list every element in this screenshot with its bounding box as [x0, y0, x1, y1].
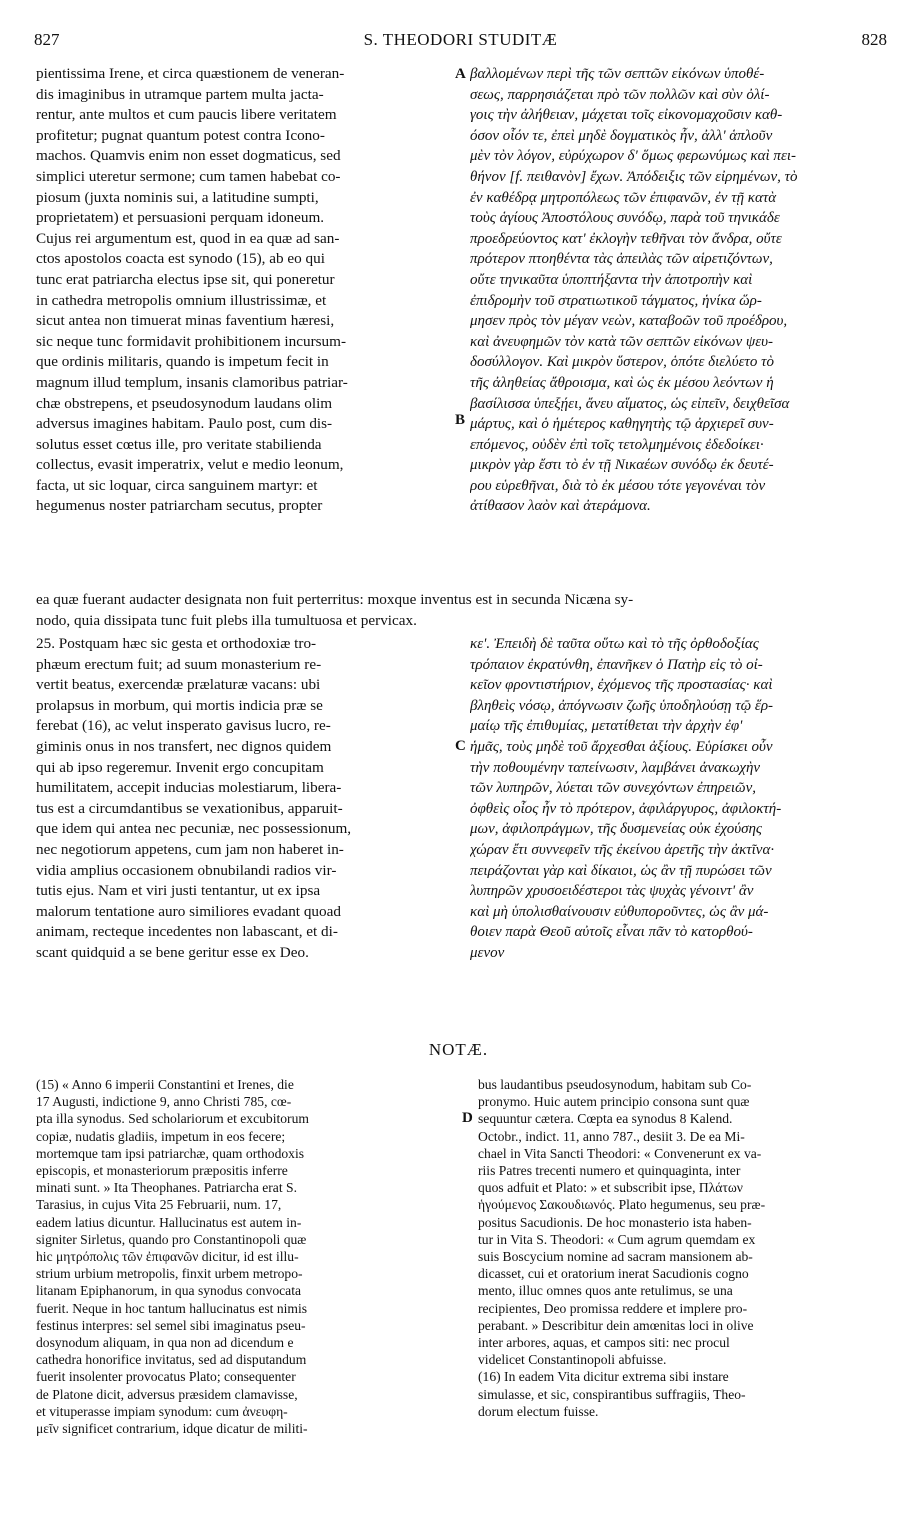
- page-header: [34, 30, 887, 60]
- latin-column-middle: [36, 634, 449, 964]
- latin-text-line: prolapsus in morbum, qui mortis indicia præ se: [36, 696, 323, 714]
- latin-text-line: vidia amplius occasionem obnubilandi radios vir-: [36, 861, 337, 879]
- notes-column-right: [478, 1076, 888, 1420]
- latin-text-line: sicut antea non timuerat minas faventium hæresi,: [36, 312, 335, 330]
- latin-text-line: machos. Quamvis enim non esset dogmaticus, sed: [36, 147, 341, 165]
- latin-text-line: nec negotiorum appetens, cum jam non haberet in-: [36, 840, 344, 858]
- latin-text-line: solutus esset cœtus ille, pro veritate stabilienda: [36, 435, 322, 453]
- full-width-text-line: ea quæ fuerant audacter designata non fuit perterritus: moxque inventus est in secunda Nicæna sy-: [36, 591, 634, 608]
- latin-text-line: in cathedra metropolis omnium illustrissimæ, et: [36, 291, 327, 309]
- latin-text-line: sic neque tunc formidavit prohibitionem incursum-: [36, 332, 347, 350]
- full-width-lines: [36, 590, 882, 631]
- greek-text-line: τὴν ποθουμένην ταπείνωσιν, λαμβάνει ἀνακωχὴν: [470, 759, 761, 776]
- note-text-line: quos adfuit et Plato: » et subscribit ipse, Πλάτων: [478, 1180, 743, 1196]
- greek-text-line: καὶ ἀνευφημῶν τὸν κατὰ τῶν σεπτῶν εἰκόνων ψευ-: [470, 333, 774, 350]
- margin-marker-d: D: [462, 1110, 473, 1126]
- greek-text-line: κε'. Ἐπειδὴ δὲ ταῦτα οὕτω καὶ τὸ τῆς ὀρθοδοξίας: [470, 636, 759, 652]
- note-text-line: minati sunt. » Ita Theophanes. Patriarcha erat S.: [36, 1180, 297, 1196]
- notes-heading: NOTÆ.: [428, 1040, 489, 1059]
- latin-text-line: 25. Postquam hæc sic gesta et orthodoxiæ tro-: [36, 635, 317, 652]
- greek-text-line: γοις τὴν ἀλήθειαν, μάχεται τοῖς εἰκονομαχοῦσιν καθ-: [470, 107, 783, 124]
- greek-text-line: τοὺς ἁγίους Ἀποστόλους συνόδῳ, παρὰ τοῦ τηνικάδε: [470, 210, 780, 227]
- greek-text-line: μενον: [470, 944, 505, 961]
- greek-text-line: οὔτε τηνικαῦτα ὑποπτήξαντα τὴν ἀποτροπὴν καὶ: [470, 271, 753, 288]
- margin-marker-c: C: [455, 738, 466, 754]
- note-text-line: fuerit. Neque in hoc tantum hallucinatus est nimis: [36, 1300, 308, 1316]
- greek-text-line: βληθεὶς νόσῳ, ἀπόγνωσιν ζωῆς ὑποδηλούσῃ τῷ ἕρ-: [470, 697, 774, 714]
- note-text-line: 17 Augusti, indictione 9, anno Christi 785, cœ-: [36, 1094, 292, 1110]
- note-text-line: Tarasius, in cujus Vita 25 Februarii, num. 17,: [36, 1197, 282, 1213]
- note-text-line: cathedra honorifice invitatus, sed ad disputandum: [36, 1352, 307, 1368]
- note-text-line: positus Sacudionis. De hoc monasterio ista haben-: [478, 1214, 752, 1230]
- greek-text-line: καὶ μὴ ὑπολισθαίνουσιν εὐθυποροῦντες, ὡς ἂν μά-: [470, 903, 769, 920]
- greek-text-line: σεως, παρρησιάζεται πρὸ τῶν πολλῶν καὶ σὺν ὀλί-: [470, 86, 770, 103]
- greek-text-line: μικρὸν γὰρ ἔστι τὸ ἐν τῇ Νικαέων συνόδῳ ἐκ δευτέ-: [470, 457, 774, 474]
- latin-text-line: tutis ejus. Nam et viri justi tentantur, ut ex ipsa: [36, 882, 321, 900]
- note-text-line: dosynodum aliquam, in qua non ad dicendum e: [36, 1335, 294, 1351]
- latin-text-line: chæ obstrepens, et pseudosynodum laudans olim: [36, 394, 333, 412]
- latin-text-line: ctos apostolos coacta est synodo (15), ab eo qui: [36, 250, 325, 268]
- note-text-line: pta illa synodus. Sed scholariorum et excubitorum: [36, 1111, 309, 1127]
- greek-text-line: βαλλομένων περὶ τῆς τῶν σεπτῶν εἰκόνων ὑποθέ-: [470, 66, 765, 82]
- note-text-line: suis Boscycium nomine ad sacram mansionem ab-: [478, 1249, 753, 1265]
- note-text-line: signiter Sirletus, quando pro Constantinopoli quæ: [36, 1231, 307, 1247]
- full-width-text-line: nodo, quia dissipata tunc fuit plebs illa tumultuosa et pervicax.: [36, 611, 417, 629]
- greek-text-line: μὲν τὸν λόγον, εὐρύχωρον δ' ὅμως φερωνύμως καὶ πει-: [470, 148, 797, 165]
- note-text-line: videlicet Constantinopoli abfuisse.: [478, 1352, 667, 1368]
- greek-text-line: ἐν καθέδρᾳ μητροπόλεως τῶν ἐπιφανῶν, ἐν τῇ κατὰ: [470, 189, 777, 206]
- greek-text-line: ἡμᾶς, τοὺς μηδὲ τοῦ ἄρχεσθαι ἀξίους. Εὑρίσκει οὖν: [470, 738, 773, 755]
- note-text-line: μεῖν significet contrarium, idque dicatur de militi-: [36, 1421, 308, 1437]
- note-text-line: de Platone dicit, adversus præsidem clamavisse,: [36, 1386, 298, 1402]
- greek-text-line: ρου εὑρεθῆναι, διὰ τὸ ἐκ μέσου τότε γεγονέναι τὸν: [470, 477, 766, 494]
- latin-text-line: profitetur; pugnat quantum potest contra Icono-: [36, 126, 325, 144]
- latin-text-line: malorum tentatione auro similiores evadant quoad: [36, 902, 341, 920]
- note-text-line: litanam Epiphanorum, in qua synodus convocata: [36, 1283, 302, 1299]
- latin-text-line: magnum illud templum, insanis clamoribus patriar-: [36, 373, 348, 391]
- latin-text-line: scant quidquid a se bene geritur esse ex Deo.: [36, 943, 309, 961]
- latin-text-line: pientissima Irene, et circa quæstionem de veneran-: [36, 65, 345, 82]
- greek-text-line: βασίλισσα ὑπεξῄει, ἄνευ αἵματος, ὡς εἰπεῖν, δειχθεῖσα: [470, 395, 790, 412]
- greek-text-line: ἐπιδρομὴν τοῦ στρατιωτικοῦ τάγματος, ἡνίκα ὥρ-: [470, 292, 762, 309]
- note-text-line: ἡγούμενος Σακουδιωνός. Plato hegumenus, seu præ-: [478, 1197, 766, 1213]
- note-text-line: bus laudantibus pseudosynodum, habitam sub Co-: [478, 1077, 752, 1092]
- latin-text-line: dis imaginibus in utramque partem multa jacta-: [36, 85, 324, 103]
- note-text-line: (16) In eadem Vita dicitur extrema sibi instare: [478, 1369, 729, 1385]
- greek-column-middle: [470, 634, 882, 964]
- greek-text-line: λυπηρῶν χρυσοειδέστεροι τὰς ψυχὰς γένοιντ' ἂν: [470, 883, 754, 900]
- note-text-line: simulasse, et sic, conspirantibus suffragiis, Theo-: [478, 1386, 746, 1402]
- greek-column-top: [470, 64, 882, 517]
- note-text-line: festinus interpres: sel semel sibi imaginatus pseu-: [36, 1317, 306, 1333]
- latin-text-line: que ordinis militaris, quando is impetum fecit in: [36, 353, 329, 371]
- notes-column-left: [36, 1076, 456, 1437]
- greek-text-line: θήνον [f. πειθανὸν] ἔχων. Ἀπόδειξις τῶν εἰρημένων, τὸ: [470, 168, 798, 185]
- note-text-line: chael in Vita Sancti Theodori: « Convenerunt ex va-: [478, 1145, 762, 1161]
- greek-text-line: μάρτυς, καὶ ὁ ἡμέτερος καθηγητὴς τῷ ἀρχιερεῖ συν-: [470, 416, 774, 433]
- greek-text-line: ὀφθεὶς οἷος ἦν τὸ πρότερον, ἀφιλάργυρος, ἀφιλοκτή-: [470, 800, 782, 817]
- note-text-line: Octobr., indict. 11, anno 787., desiit 3. De ea Mi-: [478, 1128, 745, 1144]
- greek-text-line: όσον οἷόν τε, ἐπεὶ μηδὲ δογματικὸς ἦν, ἀλλ' ἁπλοῦν: [470, 127, 773, 144]
- latin-text-line: tunc erat patriarcha electus ipse sit, qui poneretur: [36, 270, 335, 288]
- note-text-line: eadem latius dicuntur. Hallucinatus est autem in-: [36, 1214, 302, 1230]
- note-text-line: mento, illuc omnes quos ante retulimus, se una: [478, 1283, 733, 1299]
- note-text-line: hic μητρόπολις τῶν ἐπιφανῶν dicitur, id est illu-: [36, 1249, 299, 1265]
- note-text-line: riis Patres trecenti numero et quinquaginta, inter: [478, 1163, 741, 1179]
- note-text-line: dicasset, cui et oratorium inerat Sacudionis cogno: [478, 1266, 749, 1282]
- latin-text-line: giminis onus in nos transfert, nec dignos quidem: [36, 737, 332, 755]
- greek-text-line: πρότερον πτοηθέντα τὰς ἀπειλὰς τῶν αἱρετιζόντων,: [470, 251, 773, 268]
- greek-text-line: τρόπαιον ἐκρατύνθη, ἐπανῆκεν ὁ Πατὴρ εἰς τὸ οἰ-: [470, 656, 763, 673]
- note-text-line: perabant. » Describitur dein amœnitas loci in olive: [478, 1317, 754, 1333]
- note-text-line: mortemque tam ipsi patriarchæ, quam orthodoxis: [36, 1145, 305, 1161]
- latin-text-line: collectus, evasit imperatrix, velut e medio leonum,: [36, 456, 344, 474]
- page-number-left: 827: [34, 30, 60, 49]
- note-text-line: dorum electum fuisse.: [478, 1403, 599, 1419]
- greek-text-line: κεῖον φροντιστήριον, ἐχόμενος τῆς προστασίας· καὶ: [470, 677, 773, 694]
- latin-text-line: piosum (juxta nominis sui, a latitudine sumpti,: [36, 188, 319, 206]
- greek-text-line: μαίῳ τῆς ἐπιθυμίας, μετατίθεται τὴν ἀρχὴν ἐφ': [470, 718, 743, 735]
- latin-text-line: humilitatem, accepit inducias molestiarum, libera-: [36, 779, 342, 797]
- latin-text-line: facta, ut sic loquar, circa sanguinem martyr: et: [36, 476, 318, 494]
- running-title: S. THEODORI STUDITÆ: [363, 30, 558, 49]
- latin-text-line: rentur, ante multos et cum paucis libere veritatem: [36, 106, 337, 124]
- greek-text-line: δοσύλλογον. Καὶ μικρὸν ὕστερον, ὁπότε διελύετο τὸ: [470, 354, 774, 371]
- greek-text-line: μων, ἀφιλοπράγμων, τῆς δυσμενείας οὐκ ἐχούσης: [470, 821, 763, 838]
- margin-marker-a: A: [455, 66, 466, 82]
- latin-text-line: adversus imagines habitam. Paulo post, cum dis-: [36, 415, 333, 433]
- note-text-line: pronymo. Huic autem principio consona sunt quæ: [478, 1094, 750, 1110]
- latin-text-line: que idem qui antea nec pecuniæ, nec possessionum,: [36, 820, 352, 838]
- latin-text-line: ferebat (16), ac velut insperato gavisus lucro, re-: [36, 717, 331, 735]
- greek-text-line: μησεν πρὸς τὸν μέγαν νεὼν, καταβοῶν τοῦ προέδρου,: [470, 313, 788, 330]
- margin-marker-b: B: [455, 412, 466, 428]
- greek-text-line: θοιεν παρὰ Θεοῦ αὐτοῖς εἶναι πᾶν τὸ κατορθού-: [470, 924, 753, 941]
- latin-text-line: Cujus rei argumentum est, quod in ea quæ ad san-: [36, 229, 340, 247]
- latin-text-line: qui ab ipso regeremur. Invenit ergo concupitam: [36, 758, 324, 776]
- latin-text-line: animam, recteque incedentes non labascant, et di-: [36, 923, 338, 941]
- note-text-line: copiæ, nudatis gladiis, impetum in eos fecere;: [36, 1128, 286, 1144]
- greek-text-line: τῆς ἀληθείας ἄθροισμα, καὶ ὡς ἐκ μέσου λεόντων ἡ: [470, 374, 774, 391]
- greek-text-line: προεδρεύοντος κατ' ἐκλογὴν τεθῆναι τὸν ἄνδρα, οὔτε: [470, 230, 782, 247]
- note-text-line: (15) « Anno 6 imperii Constantini et Irenes, die: [36, 1077, 294, 1092]
- latin-text-line: vertit beatus, exercendæ prælaturæ vacans: ubi: [36, 676, 321, 694]
- note-text-line: episcopis, et monasteriorum præpositis inferre: [36, 1163, 288, 1179]
- note-text-line: recipientes, Deo promissa reddere et implere pro-: [478, 1300, 748, 1316]
- latin-text-line: proprietatem) et persuasioni perquam idoneum.: [36, 209, 325, 227]
- greek-text-line: επόμενος, οὐδὲν ἐπὶ τοῖς τετολμημένοις ἐδεδοίκει·: [470, 436, 764, 453]
- greek-text-line: πειράζονται γὰρ καὶ δίκαιοι, ὡς ἂν τῇ πυρώσει τῶν: [470, 862, 772, 879]
- latin-column-top: [36, 64, 449, 517]
- greek-text-line: ἀτίθασον λαὸν καὶ ἀτεράμονα.: [470, 498, 651, 515]
- note-text-line: tur in Vita S. Theodori: « Cum agrum quemdam ex: [478, 1231, 756, 1247]
- latin-text-line: phæum erectum fuit; ad suum monasterium re-: [36, 655, 322, 673]
- note-text-line: et vituperasse impiam synodum: cum ἀνευφη-: [36, 1403, 288, 1419]
- latin-text-line: tus est a circumdantibus se vexationibus, apparuit-: [36, 799, 343, 817]
- latin-text-line: simplici uteretur sermone; cum tamen habebat co-: [36, 167, 341, 185]
- greek-text-line: χώραν ἔτι συννεφεῖν τῆς ἐκείνου ἀρετῆς τὴν ἀκτῖνα·: [470, 841, 775, 858]
- note-text-line: inter arbores, aquas, et campos siti: nec procul: [478, 1335, 730, 1351]
- note-text-line: sequuntur cætera. Cœpta ea synodus 8 Kalend.: [478, 1111, 733, 1127]
- note-text-line: fuerit insolenter provocatus Plato; consequenter: [36, 1369, 296, 1385]
- greek-text-line: τῶν λυπηρῶν, λύεται τῶν συνεχόντων ἐπηρειῶν,: [470, 780, 757, 797]
- page-number-right: 828: [861, 30, 887, 49]
- note-text-line: strium urbium metropolis, finxit urbem metropo-: [36, 1266, 303, 1282]
- latin-text-line: hegumenus noster patriarcham secutus, propter: [36, 497, 323, 515]
